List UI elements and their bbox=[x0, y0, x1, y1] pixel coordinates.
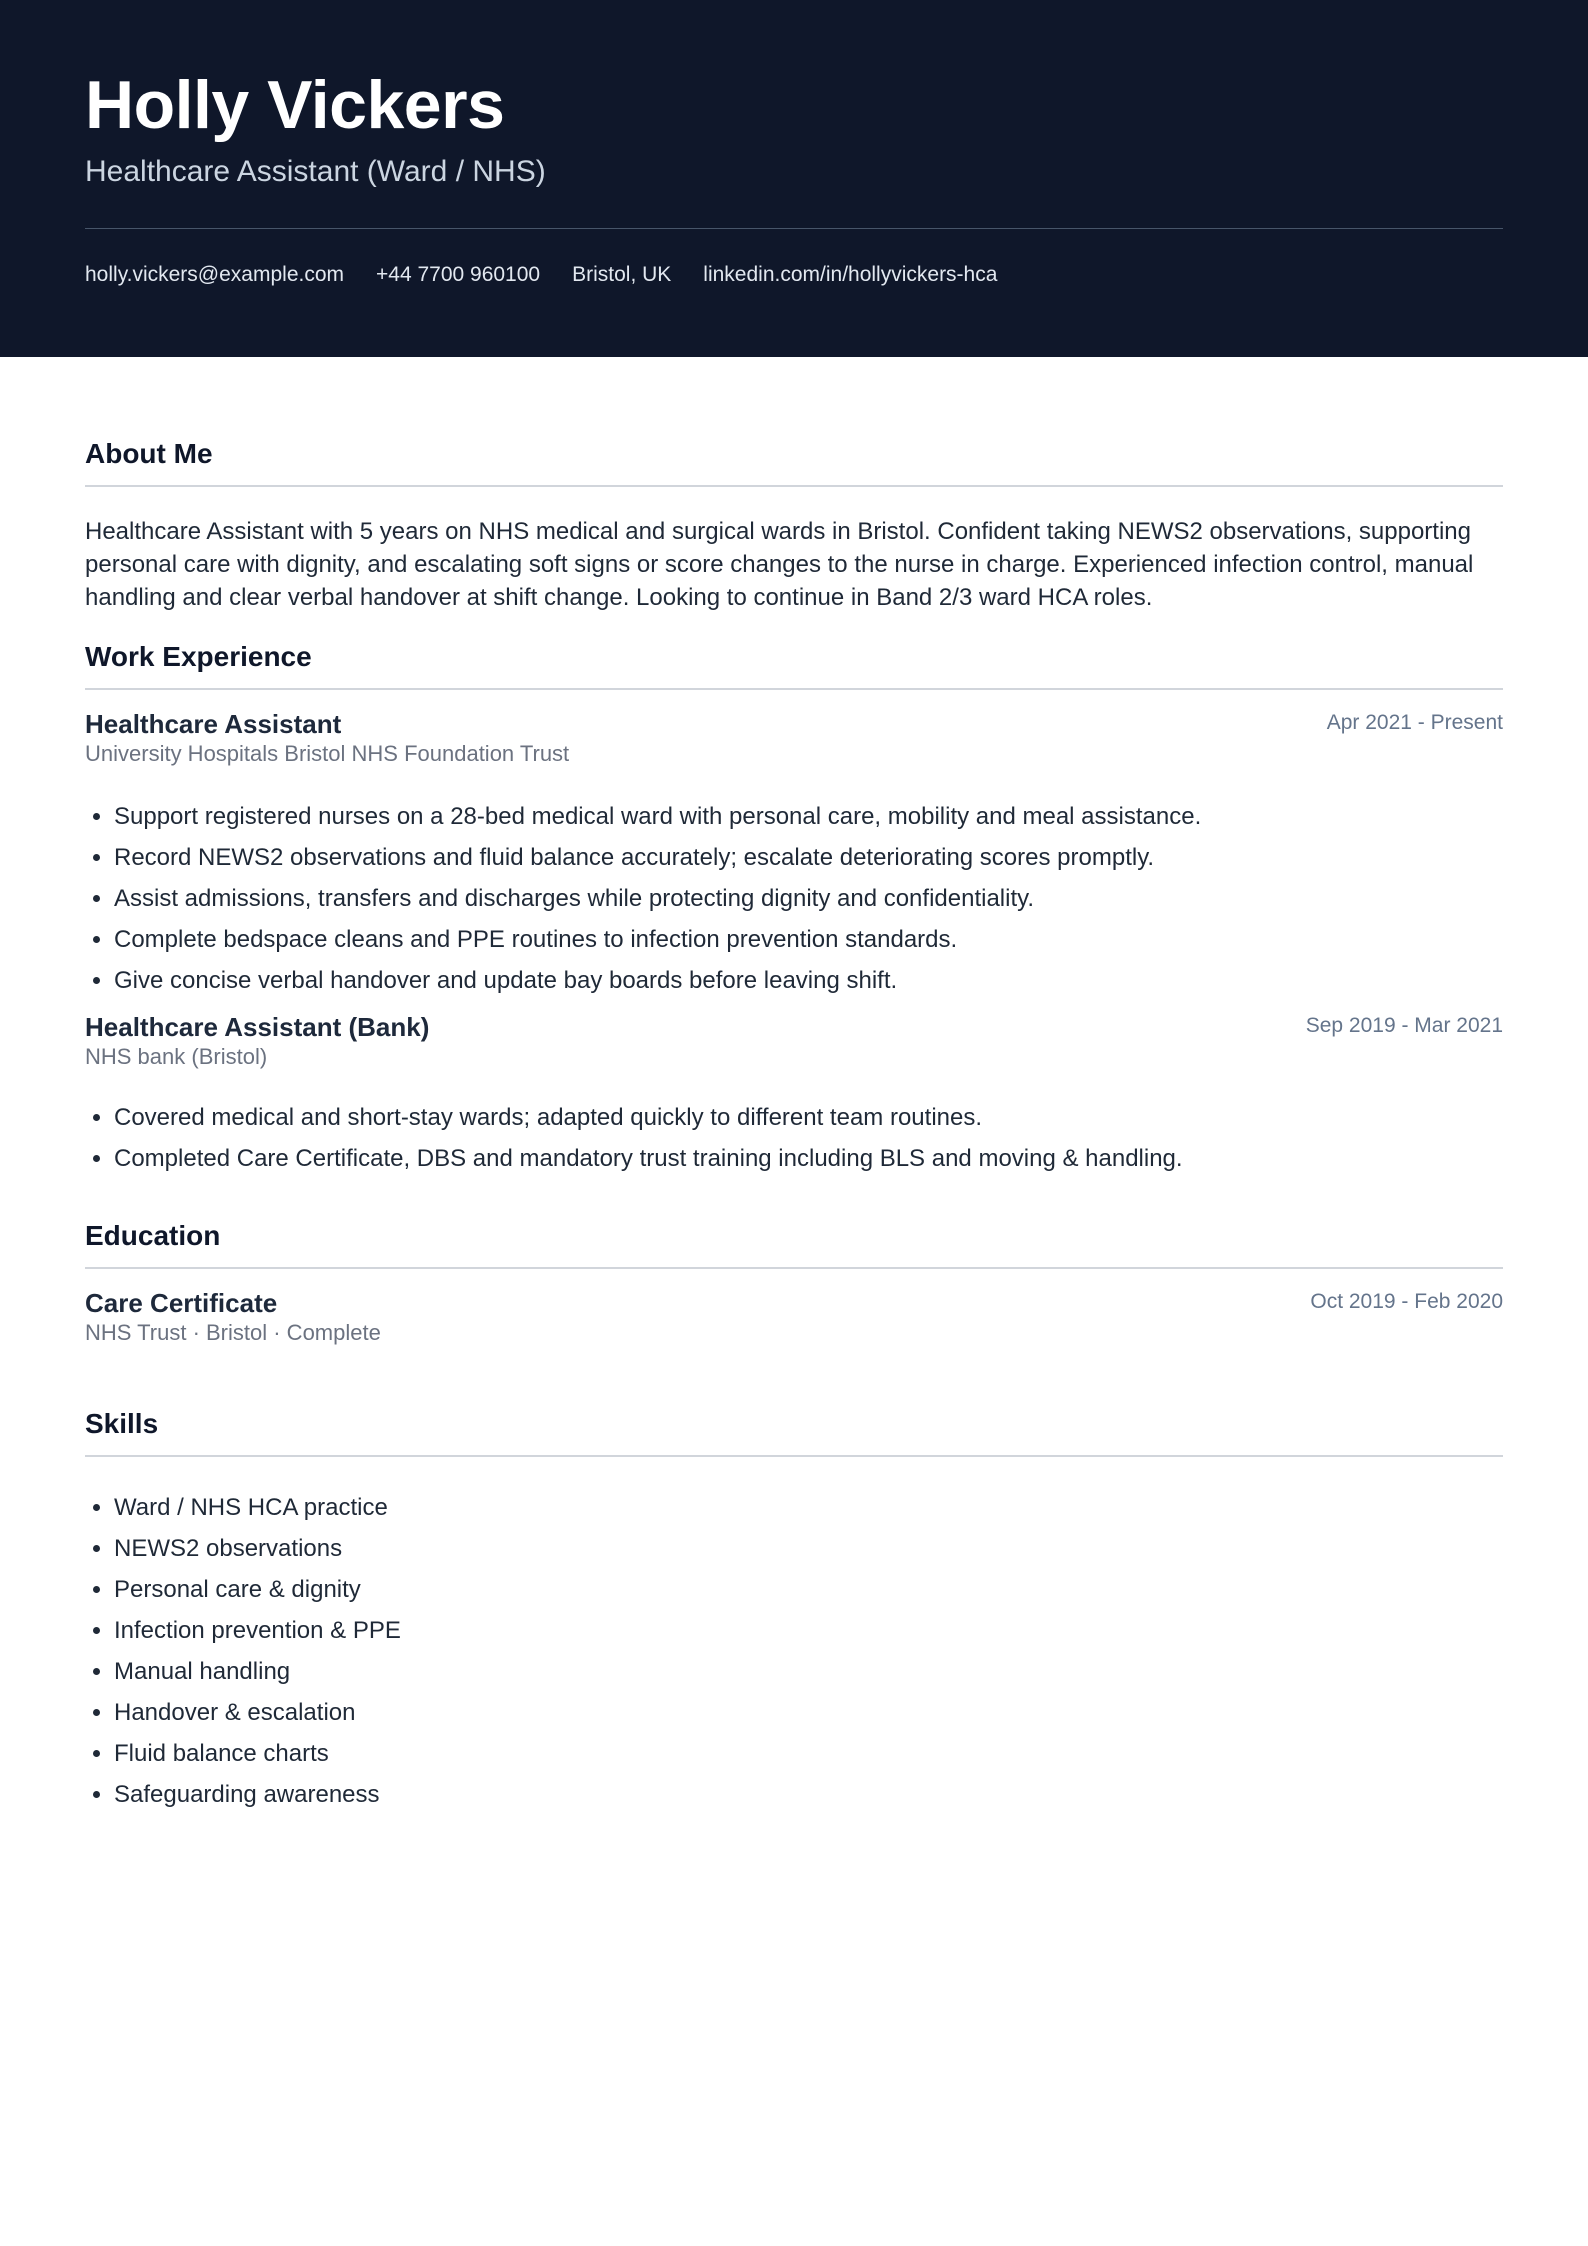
contact-phone[interactable]: +44 7700 960100 bbox=[376, 263, 541, 286]
resume-body bbox=[0, 357, 1588, 1815]
job-employer: NHS bank (Bristol) bbox=[85, 1044, 268, 1069]
job-bullet: • Complete bedspace cleans and PPE routines to infection prevention standards. bbox=[114, 919, 1503, 960]
job-bullets bbox=[85, 796, 1503, 1001]
section-divider bbox=[85, 1267, 1503, 1269]
job-bullet: • Assist admissions, transfers and discharges while protecting dignity and confidentiality. bbox=[114, 878, 1503, 919]
contact-linkedin[interactable]: linkedin.com/in/hollyvickers-hca bbox=[703, 263, 998, 286]
education-institution: NHS Trust · Bristol · Complete bbox=[85, 1320, 381, 1345]
skill-item: • Handover & escalation bbox=[114, 1692, 1503, 1733]
candidate-headline: Healthcare Assistant (Ward / NHS) bbox=[85, 155, 546, 188]
section-title-about: About Me bbox=[85, 438, 213, 469]
job-bullet: • Support registered nurses on a 28-bed medical ward with personal care, mobility and meal assistance. bbox=[114, 796, 1503, 837]
job-date: Sep 2019 - Mar 2021 bbox=[1305, 1014, 1503, 1037]
job-date: Apr 2021 - Present bbox=[1326, 711, 1503, 734]
header-divider bbox=[85, 228, 1503, 229]
education-section bbox=[85, 1179, 1503, 1347]
section-divider bbox=[85, 485, 1503, 487]
skill-item: • Fluid balance charts bbox=[114, 1733, 1503, 1774]
job-employer: University Hospitals Bristol NHS Foundation Trust bbox=[85, 741, 570, 766]
section-title-education: Education bbox=[85, 1220, 221, 1251]
skill-item: • Safeguarding awareness bbox=[114, 1774, 1503, 1815]
education-header bbox=[85, 1287, 1503, 1319]
section-divider bbox=[85, 688, 1503, 690]
about-text: Healthcare Assistant with 5 years on NHS medical and surgical wards in Bristol. Confident taking NEWS2 observations, supporting personal care with dignity, and escalating soft signs or score changes to the nurse in charge. Experienced infection control, manual handling and clear verbal handover at shift change. Looking to continue in Band 2/3 ward HCA roles. bbox=[85, 518, 1474, 611]
skills-section bbox=[85, 1347, 1503, 1815]
education-date: Oct 2019 - Feb 2020 bbox=[1310, 1290, 1503, 1313]
work-section bbox=[85, 614, 1503, 1179]
job-bullet: • Record NEWS2 observations and fluid balance accurately; escalate deteriorating scores promptly. bbox=[114, 837, 1503, 878]
education-entry bbox=[85, 1287, 1503, 1347]
skill-item: • Ward / NHS HCA practice bbox=[114, 1487, 1503, 1528]
contact-email[interactable]: holly.vickers@example.com bbox=[85, 263, 345, 286]
job-title: Healthcare Assistant bbox=[85, 709, 342, 739]
skill-item: • Infection prevention & PPE bbox=[114, 1610, 1503, 1651]
skill-item: • Personal care & dignity bbox=[114, 1569, 1503, 1610]
job-entry bbox=[85, 708, 1503, 1001]
job-bullet: • Give concise verbal handover and update bay boards before leaving shift. bbox=[114, 960, 1503, 1001]
about-section bbox=[85, 357, 1503, 614]
job-entry bbox=[85, 1011, 1503, 1179]
candidate-name: Holly Vickers bbox=[85, 67, 505, 143]
resume-header bbox=[0, 0, 1588, 357]
job-bullets bbox=[85, 1097, 1503, 1179]
section-title-work: Work Experience bbox=[85, 641, 312, 672]
job-header bbox=[85, 1011, 1503, 1043]
section-title-skills: Skills bbox=[85, 1408, 159, 1439]
job-title: Healthcare Assistant (Bank) bbox=[85, 1012, 430, 1042]
section-divider bbox=[85, 1455, 1503, 1457]
skill-item: • Manual handling bbox=[114, 1651, 1503, 1692]
contact-row bbox=[85, 261, 1503, 289]
job-header bbox=[85, 708, 1503, 740]
skills-list bbox=[85, 1487, 1503, 1815]
job-bullet: • Covered medical and short-stay wards; adapted quickly to different team routines. bbox=[114, 1097, 1503, 1138]
contact-location: Bristol, UK bbox=[572, 263, 672, 286]
job-bullet: • Completed Care Certificate, DBS and mandatory trust training including BLS and moving & handling. bbox=[114, 1138, 1503, 1179]
skill-item: • NEWS2 observations bbox=[114, 1528, 1503, 1569]
education-title: Care Certificate bbox=[85, 1288, 278, 1318]
